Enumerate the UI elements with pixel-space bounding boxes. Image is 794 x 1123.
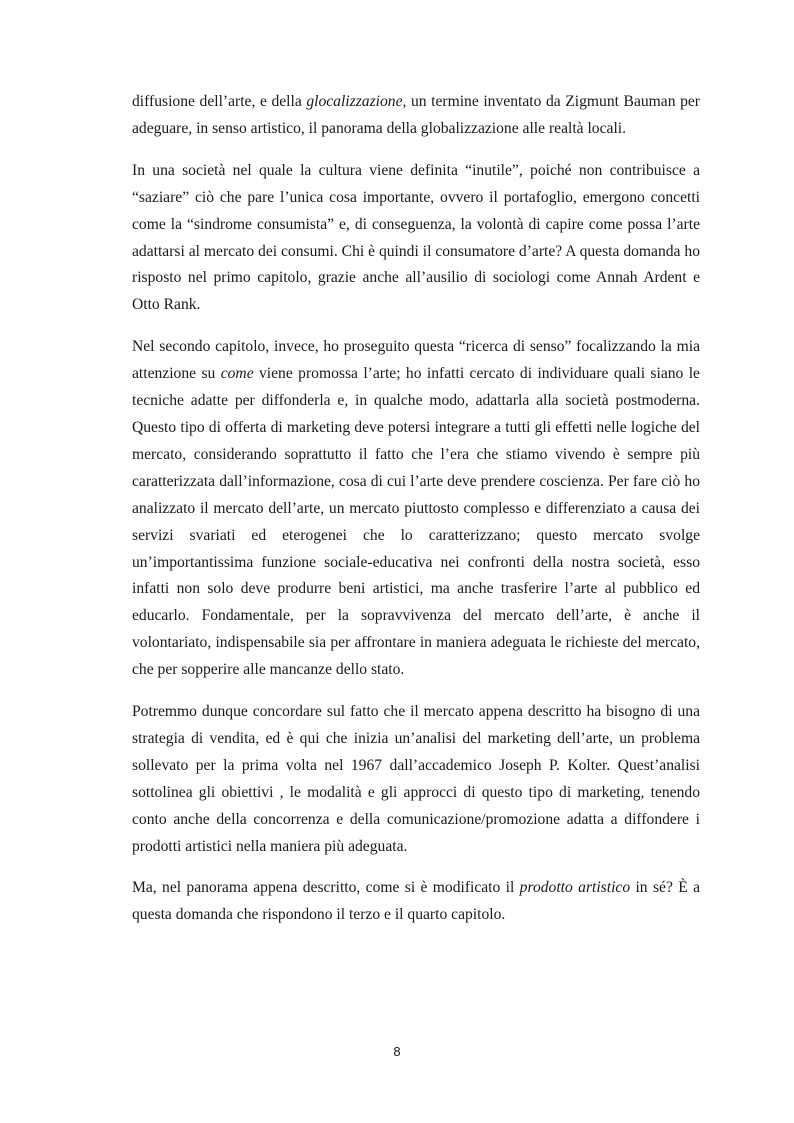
paragraph-5 bbox=[132, 875, 700, 929]
paragraph-1-text-a: diffusione dell’arte, e della bbox=[132, 93, 307, 110]
body-text bbox=[132, 89, 700, 944]
paragraph-3 bbox=[132, 334, 700, 684]
paragraph-1-text-b: , un termine inventato da Zigmunt Bauman per adeguare, in senso artistico, il panorama della globalizzazione alle realtà locali. bbox=[132, 93, 700, 137]
paragraph-1 bbox=[132, 89, 700, 143]
paragraph-2: In una società nel quale la cultura viene definita “inutile”, poiché non contribuisce a “saziare” ciò che pare l’unica cosa importante, ovvero il portafoglio, emergono concetti come la “sindrome consumista” e, di conseguenza, la volontà di capire come possa l’arte adattarsi al mercato dei consumi. Chi è quindi il consumatore d’arte? A questa domanda ho risposto nel primo capitolo, grazie anche all’ausilio di sociologi come Annah Ardent e Otto Rank. bbox=[132, 161, 700, 314]
paragraph-3-italic-term: come bbox=[220, 365, 254, 383]
page-number: 8 bbox=[393, 1044, 401, 1059]
paragraph-1-italic-term: glocalizzazione bbox=[306, 93, 403, 110]
paragraph-3-text-b: viene promossa l’arte; ho infatti cercato di individuare quali siano le tecniche adatte per diffonderla e, in qualche modo, adattarla alla società postmoderna. Questo tipo di offerta di marketing deve potersi integrare a tutti gli effetti nelle logiche del mercato, considerando soprattutto il fatto che l’era che stiamo vivendo è sempre più caratterizzata dall’informazione, cosa di cui l’arte deve prendere coscienza. Per fare ciò ho analizzato il mercato dell’arte, un mercato piuttosto complesso e differenziato a causa dei servizi svariati ed eterogenei che lo caratterizzano; questo mercato svolge un’importantissima funzione sociale-educativa nei confronti della nostra società, esso infatti non solo deve produrre beni artistici, ma anche trasferire l’arte al pubblico ed educarlo. Fondamentale, per la sopravvivenza del mercato dell’arte, è anche il volontariato, indispensabile sia per affrontare in maniera adeguata le richieste del mercato, che per sopperire alle mancanze dello stato. bbox=[132, 365, 700, 679]
paragraph-5-text-b: in sé? È a questa domanda che rispondono il terzo e il quarto capitolo. bbox=[132, 879, 700, 924]
paragraph-5-text-a: Ma, nel panorama appena descritto, come si è modificato il bbox=[132, 879, 520, 897]
paragraph-4: Potremmo dunque concordare sul fatto che il mercato appena descritto ha bisogno di una strategia di vendita, ed è qui che inizia un’analisi del marketing dell’arte, un problema sollevato per la prima volta nel 1967 dall’accademico Joseph P. Kolter. Quest’analisi sottolinea gli obiettivi , le modalità e gli approcci di questo tipo di marketing, tenendo conto anche della concorrenza e della comunicazione/promozione adatta a diffondere i prodotti artistici nella maniera più adeguata. bbox=[132, 703, 700, 855]
paragraph-3-text-a: Nel secondo capitolo, invece, ho proseguito questa “ricerca di senso” focalizzando la mia attenzione su bbox=[132, 338, 700, 383]
paragraph-5-italic-term: prodotto artistico bbox=[519, 879, 631, 897]
